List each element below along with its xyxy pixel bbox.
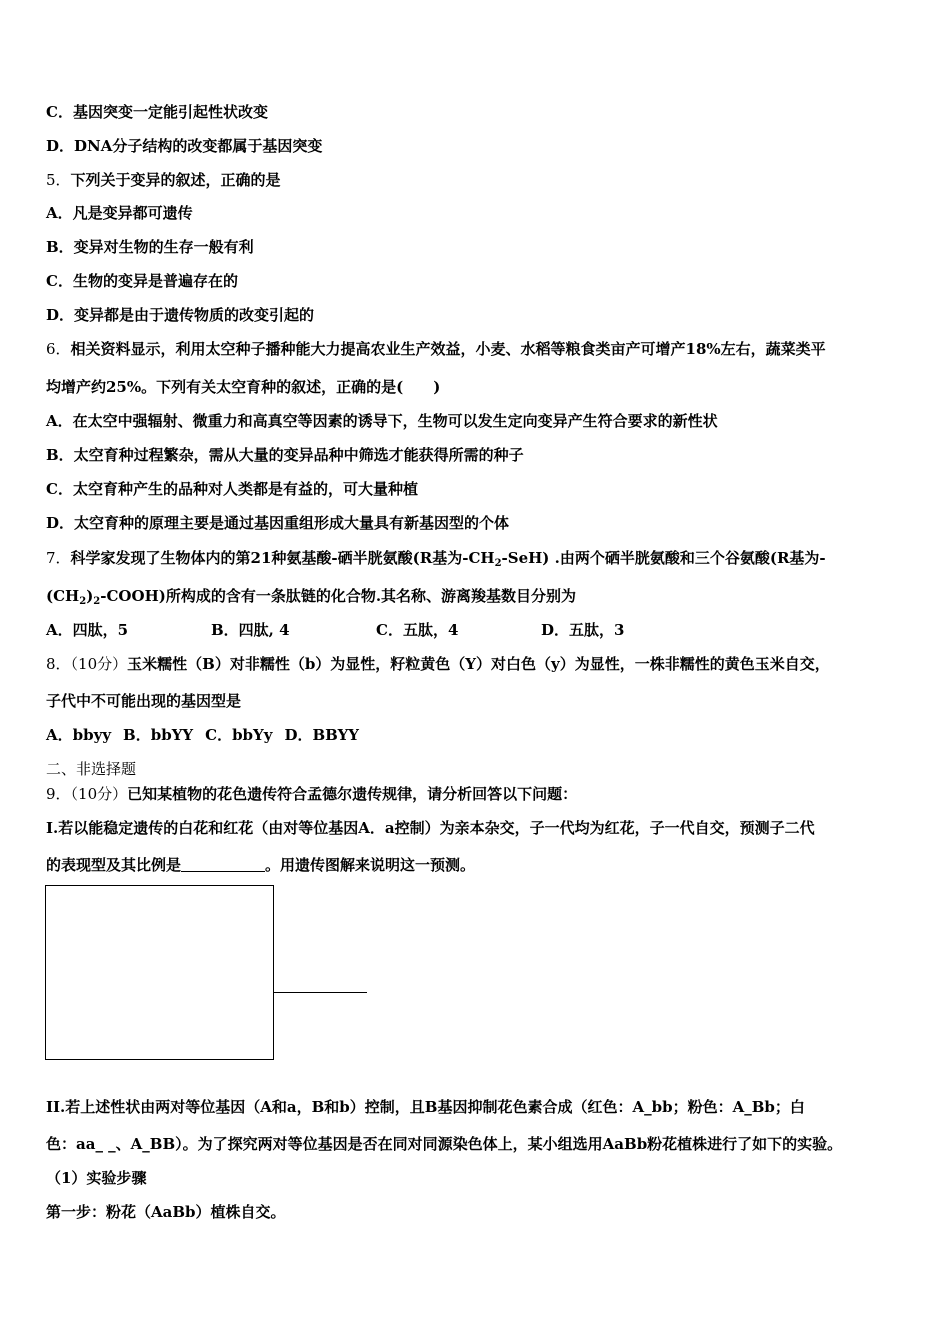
genetic-diagram-box	[45, 885, 274, 1060]
q9-stem	[46, 784, 577, 804]
q8-option-a: A．bbyy	[46, 726, 112, 744]
q9-part2-line1: II.若上述性状由两对等位基因（A和a，B和b）控制，且B基因抑制花色素合成（红色：A_bb；粉色：A_Bb；白	[46, 1098, 805, 1116]
q8-stem-line1	[46, 654, 830, 674]
q7-option-b: B．四肽, 4	[211, 621, 290, 639]
q5-number: 5．	[46, 171, 71, 189]
q7-number: 7．	[46, 549, 71, 567]
q6-stem-line2: 均增产约25%。下列有关太空育种的叙述，正确的是( )	[46, 378, 441, 396]
q5-option-d: D．变异都是由于遗传物质的改变引起的	[46, 306, 315, 324]
q9-part1-text: 的表现型及其比例是	[46, 856, 182, 874]
q7-formula-b: )	[86, 587, 94, 605]
q5-stem	[46, 170, 281, 190]
q7-formula-c: -COOH)所构成的含有一条肽链的化合物.其名称、游离羧基数目分别为	[100, 587, 577, 605]
q7-option-a: A．四肽，5	[46, 621, 129, 639]
q8-option-b: B．bbYY	[123, 726, 194, 744]
q7-formula-a: (CH	[46, 587, 80, 605]
q6-option-d: D．太空育种的原理主要是通过基因重组形成大量具有新基因型的个体	[46, 514, 510, 532]
q8-options	[46, 725, 359, 745]
q7-stem-part-a: 科学家发现了生物体内的第21种氨基酸-硒半胱氨酸(R基为-CH	[70, 549, 495, 567]
answer-blank[interactable]	[181, 857, 265, 872]
q7-stem-line2	[46, 586, 576, 612]
q9-stem-text: 已知某植物的花色遗传符合孟德尔遗传规律，请分析回答以下问题：	[127, 785, 578, 803]
q9-step1: 第一步：粉花（AaBb）植株自交。	[46, 1203, 286, 1221]
q6-stem-text1: 相关资料显示，利用太空种子播种能大力提高农业生产效益，小麦、水稻等粮食类亩产可增产18%左右，蔬菜类平	[70, 340, 826, 358]
q7-options	[46, 620, 624, 640]
q8-score: （10分）	[70, 655, 128, 673]
q5-option-c: C．生物的变异是普遍存在的	[46, 272, 238, 290]
q8-stem-line2: 子代中不可能出现的基因型是	[46, 692, 242, 710]
q9-number: 9．	[46, 785, 71, 803]
q8-stem-text1: 玉米糯性（B）对非糯性（b）为显性，籽粒黄色（Y）对白色（y）为显性，一株非糯性的黄色玉米自交，	[127, 655, 830, 673]
q7-stem-part-b: -SeH) .由两个硒半胱氨酸和三个谷氨酸(R基为-	[501, 549, 826, 567]
q9-step-heading: （1）实验步骤	[46, 1169, 147, 1187]
q9-part2-line2: 色：aa_ _、A_BB）。为了探究两对等位基因是否在同对同源染色体上，某小组选用AaBb粉花植株进行了如下的实验。	[46, 1135, 843, 1153]
q7-subscript-2: 2	[93, 596, 101, 607]
q7-option-c: C．五肽，4	[376, 621, 459, 639]
q9-part1-text-b: 。用遗传图解来说明这一预测。	[265, 856, 476, 874]
q9-score: （10分）	[70, 785, 128, 803]
q5-option-b: B．变异对生物的生存一般有利	[46, 238, 254, 256]
diagram-connector-line	[274, 992, 367, 993]
q8-number: 8．	[46, 655, 71, 673]
q8-option-d: D．BBYY	[284, 726, 359, 744]
q4-option-c: C．基因突变一定能引起性状改变	[46, 103, 268, 121]
q6-option-b: B．太空育种过程繁杂，需从大量的变异品种中筛选才能获得所需的种子	[46, 446, 524, 464]
q4-option-d: D．DNA分子结构的改变都属于基因突变	[46, 137, 323, 155]
q9-part1-line1: I.若以能稳定遗传的白花和红花（由对等位基因A．a控制）为亲本杂交，子一代均为红花，子一代自交，预测子二代	[46, 819, 815, 837]
q7-subscript: 2	[494, 558, 502, 569]
q6-option-c: C．太空育种产生的品种对人类都是有益的，可大量种植	[46, 480, 418, 498]
q5-option-a: A．凡是变异都可遗传	[46, 204, 193, 222]
section-heading: 二、非选择题	[46, 760, 137, 778]
q7-stem-line1	[46, 548, 826, 574]
q7-subscript-1: 2	[79, 596, 87, 607]
q8-option-c: C．bbYy	[205, 726, 273, 744]
q9-part1-line2	[46, 855, 475, 875]
q7-option-d: D．五肽，3	[541, 621, 625, 639]
q6-number: 6．	[46, 340, 71, 358]
q6-option-a: A．在太空中强辐射、微重力和高真空等因素的诱导下，生物可以发生定向变异产生符合要求的新性状	[46, 412, 718, 430]
q6-stem-line1	[46, 339, 826, 359]
q5-stem-text: 下列关于变异的叙述，正确的是	[70, 171, 281, 189]
